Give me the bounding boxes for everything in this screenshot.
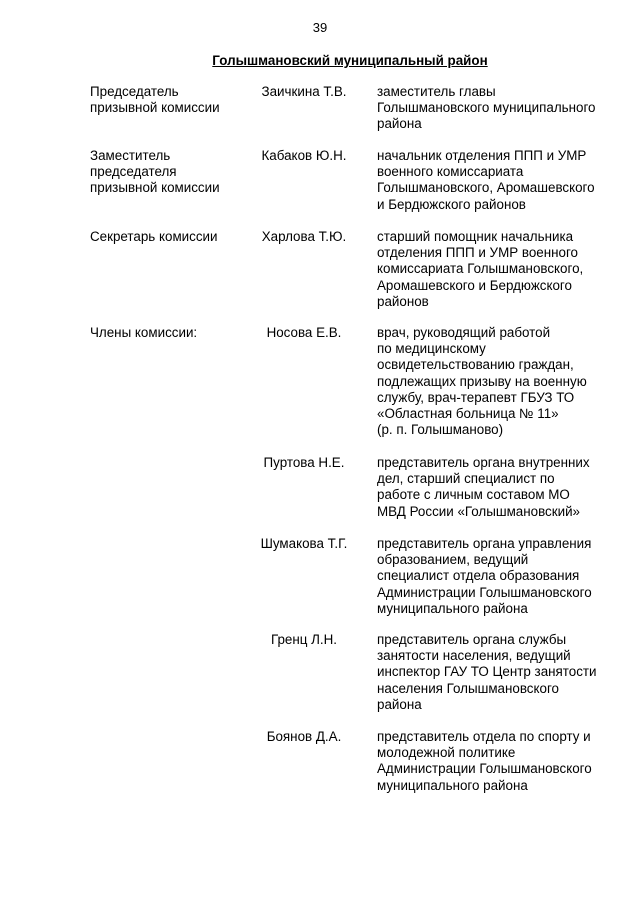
description-line: населения Голышмановского [377,680,559,696]
description-line: представитель органа службы [377,632,567,647]
description-line: работе с личным составом МО [377,487,570,503]
member-name: Носова Е.В. [266,325,342,340]
description-line: Администрации Голышмановского [377,584,592,600]
member-role [90,148,260,197]
description-line: старший помощник начальника [377,229,574,244]
description-line: представитель органа управления [377,536,592,551]
description-line: Администрации Голышмановского [377,761,592,777]
member-name: Гренц Л.Н. [270,632,338,647]
description-line: Голышмановского, Аромашевского [377,180,595,196]
description-line: Аромашевского и Бердюжского [377,277,572,293]
description-line: службу, врач-терапевт ГБУЗ ТО [377,389,575,405]
description-line: районов [377,293,429,309]
member-name: Боянов Д.А. [266,729,342,744]
member-name: Кабаков Ю.Н. [261,148,347,163]
member-description [377,729,627,794]
description-line: (р. п. Голышманово) [377,422,504,438]
description-line: МВД России «Голышмановский» [377,503,580,519]
description-line: района [377,116,422,132]
description-line: специалист отдела образования [377,568,580,584]
role-line: председателя [90,164,177,180]
member-role [90,84,260,116]
description-line: занятости населения, ведущий [377,648,571,664]
description-line: отделения ППП и УМР военного [377,245,579,261]
member-description [377,632,627,713]
description-line: освидетельствованию граждан, [377,357,574,373]
description-line: дел, старший специалист по [377,471,555,487]
description-line: муниципального района [377,777,528,793]
role-line: Секретарь комиссии [90,229,218,244]
description-line: и Бердюжского районов [377,196,526,212]
description-line: комиссариата Голышмановского, [377,261,584,277]
page-number: 39 [312,20,328,35]
role-line: Председатель [90,84,179,99]
member-description [377,84,627,133]
district-title: Голышмановский муниципальный район [212,53,488,68]
member-description [377,229,627,310]
description-line: Голышмановского муниципального [377,100,596,116]
member-role [90,229,260,245]
role-line: Заместитель [90,148,171,163]
description-line: врач, руководящий работой [377,325,551,340]
description-line: представитель отдела по спорту и [377,729,591,744]
description-line: инспектор ГАУ ТО Центр занятости [377,664,597,680]
description-line: «Областная больница № 11» [377,406,559,422]
description-line: по медицинскому [377,341,486,357]
description-line: района [377,696,422,712]
description-line: заместитель главы [377,84,496,99]
member-role [90,325,260,341]
description-line: муниципального района [377,600,528,616]
member-description [377,455,627,520]
description-line: военного комиссариата [377,164,524,180]
member-name: Харлова Т.Ю. [261,229,347,244]
description-line: подлежащих призыву на военную [377,373,587,389]
role-line: Члены комиссии: [90,325,198,340]
description-line: молодежной политике [377,745,516,761]
description-line: представитель органа внутренних [377,455,590,470]
member-name: Шумакова Т.Г. [260,536,348,551]
description-line: образованием, ведущий [377,552,529,568]
member-description [377,148,627,213]
member-description [377,536,627,617]
member-name: Пуртова Н.Е. [263,455,345,470]
role-line: призывной комиссии [90,180,220,196]
description-line: начальник отделения ППП и УМР [377,148,587,163]
member-description [377,325,627,438]
role-line: призывной комиссии [90,100,220,116]
member-name: Заичкина Т.В. [261,84,347,99]
